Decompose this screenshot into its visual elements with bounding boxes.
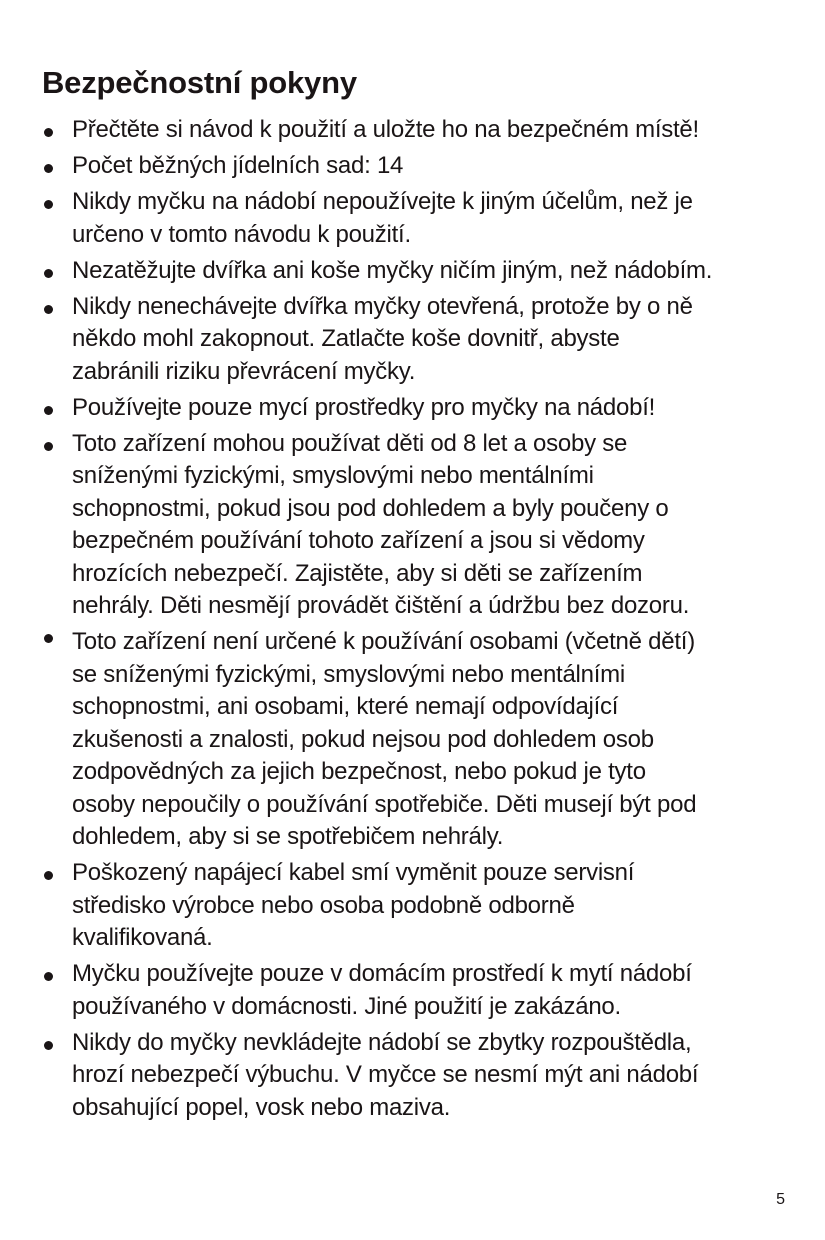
list-item-text: Nezatěžujte dvířka ani koše myčky ničím jiným, než nádobím.	[72, 256, 713, 284]
list-item-text: Toto zařízení není určené k používání osobami (včetně dětí) se sníženými fyzickými, smyslovými nebo mentálními schopnostmi, ani osobami, které nemají odpovídající zkušenosti a znalosti, pokud nejsou pod dohledem osob zodpovědných za jejich bezpečnost, nebo pokud je tyto osoby nepoučily o používání spotřebiče. Děti musejí být pod dohledem, aby si se spotřebičem nehrály.	[72, 628, 697, 850]
page-number: 5	[776, 1191, 785, 1208]
list-item	[42, 291, 807, 389]
list-item	[42, 1027, 807, 1125]
safety-instructions-list	[42, 114, 807, 1128]
list-item-text: Přečtěte si návod k použití a uložte ho na bezpečném místě!	[72, 116, 699, 143]
list-item-text: Toto zařízení mohou používat děti od 8 let a osoby se sníženými fyzickými, smyslovými nebo mentálními schopnostmi, pokud jsou pod dohledem a byly poučeny o bezpečném používání tohoto zařízení a jsou si vědomy hrozících nebezpečí. Zajistěte, aby si děti se zařízením nehrály. Děti nesmějí provádět čištění a údržbu bez dozoru.	[72, 429, 690, 619]
list-item-text: Nikdy nenechávejte dvířka myčky otevřená, protože by o ně někdo mohl zakopnout. Zatlačte koše dovnitř, abyste zabránili riziku převrácení myčky.	[72, 292, 693, 385]
list-item-text: Nikdy do myčky nevkládejte nádobí se zbytky rozpouštědla, hrozí nebezpečí výbuchu. V myčce se nesmí mýt ani nádobí obsahující popel, vosk nebo maziva.	[72, 1028, 699, 1121]
list-item	[42, 186, 807, 251]
list-item	[42, 626, 807, 854]
list-item-text: Počet běžných jídelních sad: 14	[72, 152, 404, 179]
list-item	[42, 150, 807, 183]
list-item	[42, 428, 807, 623]
list-item	[42, 958, 807, 1023]
list-item-text: Používejte pouze mycí prostředky pro myčky na nádobí!	[72, 393, 656, 421]
list-item	[42, 392, 807, 425]
list-item	[42, 857, 807, 955]
list-item	[42, 255, 807, 288]
list-item-text: Poškozený napájecí kabel smí vyměnit pouze servisní středisko výrobce nebo osoba podobně odborně kvalifikovaná.	[72, 859, 635, 951]
list-item	[42, 114, 807, 147]
page-title: Bezpečnostní pokyny	[42, 65, 357, 100]
list-item-text: Nikdy myčku na nádobí nepoužívejte k jiným účelům, než je určeno v tomto návodu k použití.	[72, 188, 693, 248]
list-item-text: Myčku používejte pouze v domácím prostředí k mytí nádobí používaného v domácnosti. Jiné použití je zakázáno.	[72, 960, 692, 1020]
